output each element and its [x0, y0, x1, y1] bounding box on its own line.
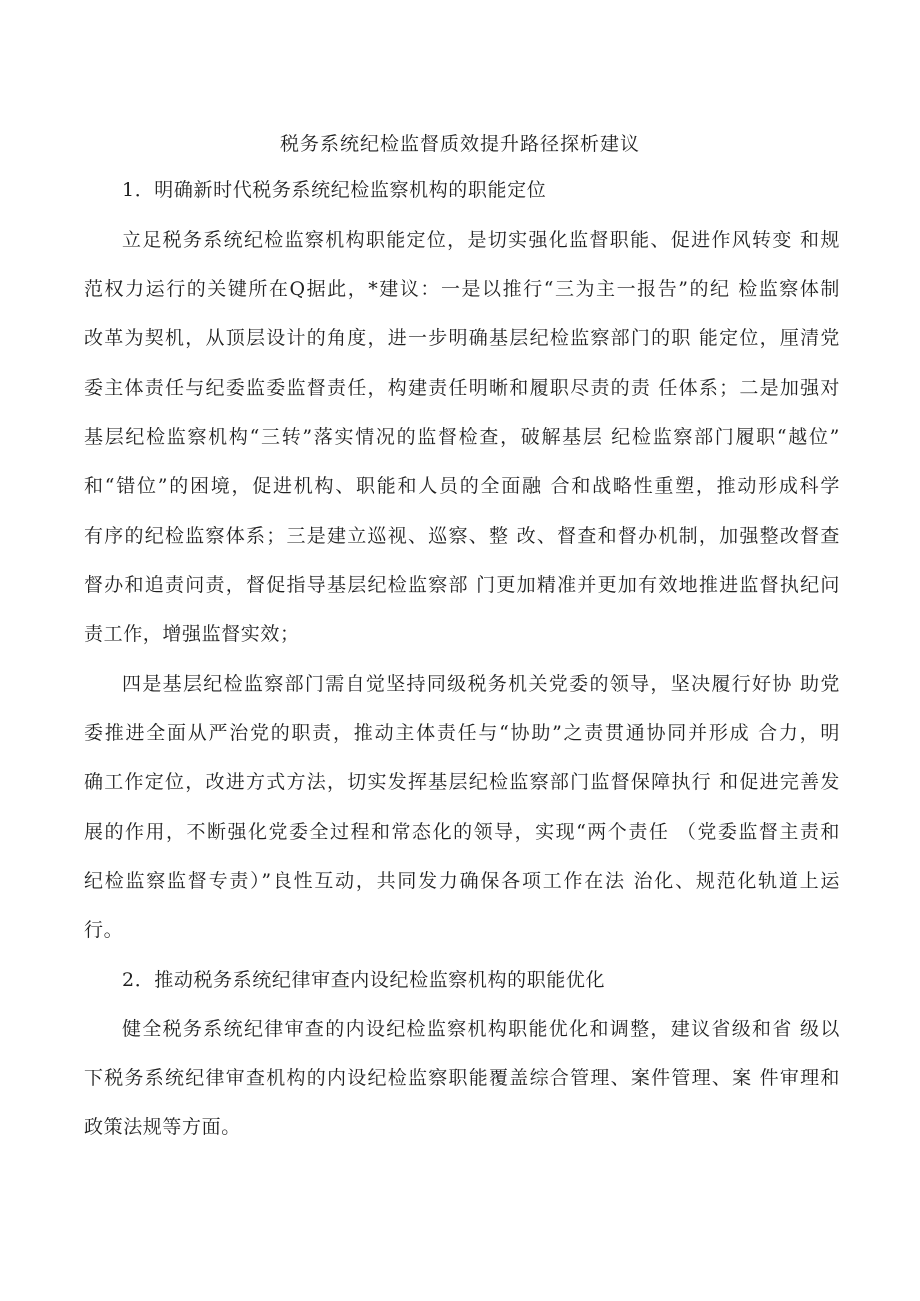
paragraph-2-line: 确工作定位，改进方式方法，切实发挥基层纪检监察部门监督保障执行 和促进完善发	[84, 771, 840, 793]
paragraph-2-line: 展的作用，不断强化党委全过程和常态化的领导，实现“两个责任 （党委监督主责和	[84, 821, 840, 843]
paragraph-1-line: 立足税务系统纪检监察机构职能定位，是切实强化监督职能、促进作风转变 和规	[122, 229, 840, 251]
paragraph-1-line: 基层纪检监察机构“三转”落实情况的监督检查，破解基层 纪检监察部门履职“越位”	[84, 426, 840, 448]
paragraph-2-line: 行。	[84, 919, 124, 941]
paragraph-3-line: 健全税务系统纪律审查的内设纪检监察机构职能优化和调整，建议省级和省 级以	[122, 1018, 840, 1040]
paragraph-3-line: 政策法规等方面。	[84, 1116, 241, 1138]
paragraph-2-line: 委推进全面从严治党的职责，推动主体责任与“协助”之责贯通协同并形成 合力，明	[84, 722, 840, 744]
document-title: 税务系统纪检监督质效提升路径探析建议	[279, 133, 640, 155]
paragraph-1-line: 和“错位”的困境，促进机构、职能和人员的全面融 合和战略性重塑，推动形成科学	[84, 475, 840, 497]
paragraph-1-line: 委主体责任与纪委监委监督责任，构建责任明晰和履职尽责的责 任体系；二是加强对	[84, 377, 840, 399]
section-2-heading: 2．推动税务系统纪律审查内设纪检监察机构的职能优化	[122, 969, 606, 991]
paragraph-2-line: 纪检监察监督专责）”良性互动，共同发力确保各项工作在法 治化、规范化轨道上运	[84, 870, 840, 892]
paragraph-3-line: 下税务系统纪律审查机构的内设纪检监察职能覆盖综合管理、案件管理、案 件审理和	[84, 1067, 840, 1089]
paragraph-1-line: 责工作，增强监督实效；	[84, 623, 300, 645]
paragraph-1-line: 范权力运行的关键所在Q据此，*建议：一是以推行“三为主一报告”的纪 检监察体制	[84, 278, 840, 300]
paragraph-2-line: 四是基层纪检监察部门需自觉坚持同级税务机关党委的领导，坚决履行好协 助党	[122, 673, 840, 695]
paragraph-1-line: 改革为契机，从顶层设计的角度，进一步明确基层纪检监察部门的职 能定位，厘清党	[84, 327, 840, 349]
paragraph-1-line: 督办和追责问责，督促指导基层纪检监察部 门更加精准并更加有效地推进监督执纪问	[84, 574, 840, 596]
section-1-heading: 1．明确新时代税务系统纪检监察机构的职能定位	[122, 179, 547, 201]
paragraph-1-line: 有序的纪检监察体系；三是建立巡视、巡察、整 改、督查和督办机制，加强整改督查	[84, 525, 840, 547]
